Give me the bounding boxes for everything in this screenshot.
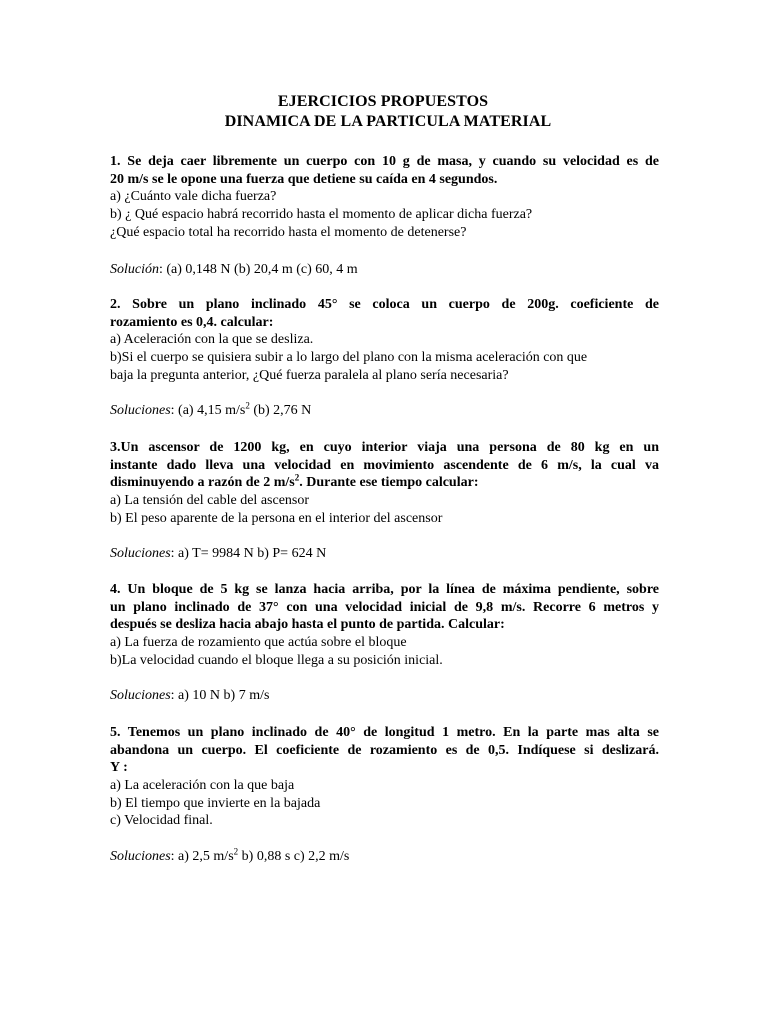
exercise-2-part-b: b)Si el cuerpo se quisiera subir a lo largo del plano con la misma aceleración con que: [110, 350, 588, 366]
exercise-2-question-line: 2. Sobre un plano inclinado 45° se coloca un cuerpo de 200g. coeficiente de: [110, 297, 659, 312]
exercise-1-part-a: a) ¿Cuánto vale dicha fuerza?: [110, 189, 277, 205]
solution-values: : a) 2,5 m/s: [170, 849, 234, 864]
exercise-4-question-line: un plano inclinado de 37° con una velocidad inicial de 9,8 m/s. Recorre 6 metros y: [110, 599, 659, 615]
solution-label: Soluciones: [110, 688, 171, 703]
exercise-4: [110, 581, 659, 669]
exercise-5-question-line: Y :: [110, 760, 128, 776]
exercise-1-question-line: 20 m/s se le opone una fuerza que detiene su caída en 4 segundos.: [110, 171, 498, 187]
solution-values: (b) 2,76 N: [249, 403, 312, 418]
exercise-1: [110, 153, 659, 241]
exercise-1-solution: [110, 261, 358, 278]
exercise-3-solution: [110, 545, 326, 562]
solution-values: b) 0,88 s c) 2,2 m/s: [238, 849, 350, 864]
superscript: 2: [233, 846, 239, 857]
exercise-3-part-a: a) La tensión del cable del ascensor: [110, 493, 310, 509]
solution-values: : a) T= 9984 N b) P= 624 N: [170, 546, 327, 561]
solution-label: Solución: [110, 262, 159, 277]
exercise-4-question-line: 4. Un bloque de 5 kg se lanza hacia arriba, por la línea de máxima pendiente, sobre: [110, 582, 659, 597]
exercise-5-part-c: c) Velocidad final.: [110, 813, 213, 829]
exercise-4-part-a: a) La fuerza de rozamiento que actúa sobre el bloque: [110, 635, 407, 651]
exercise-4-solution: [110, 687, 269, 704]
solution-values: : a) 10 N b) 7 m/s: [170, 688, 270, 703]
question-text: . Durante ese tiempo calcular:: [299, 475, 479, 491]
solution-values: : (a) 0,148 N (b) 20,4 m (c) 60, 4 m: [159, 262, 358, 277]
solution-label: Soluciones: [110, 849, 171, 864]
exercise-1-question-line: 1. Se deja caer libremente un cuerpo con 10 g de masa, y cuando su velocidad es de: [110, 154, 659, 169]
exercise-5-part-b: b) El tiempo que invierte en la bajada: [110, 795, 321, 811]
superscript: 2: [294, 472, 300, 483]
exercise-1-part-b: b) ¿ Qué espacio habrá recorrido hasta el momento de aplicar dicha fuerza?: [110, 207, 533, 223]
solution-label: Soluciones: [110, 403, 171, 418]
document-subtitle: DINAMICA DE LA PARTICULA MATERIAL: [224, 113, 552, 130]
exercise-5-solution: [110, 848, 349, 865]
exercise-2-part-b: baja la pregunta anterior, ¿Qué fuerza paralela al plano sería necesaria?: [110, 367, 509, 383]
exercise-3-question-line: instante dado lleva una velocidad en movimiento ascendente de 6 m/s, la cual va: [110, 457, 659, 473]
document-title: EJERCICIOS PROPUESTOS: [277, 93, 489, 110]
solution-label: Soluciones: [110, 546, 171, 561]
exercise-3-question-line: 3.Un ascensor de 1200 kg, en cuyo interior viaja una persona de 80 kg en un: [110, 440, 659, 455]
exercise-5: [110, 724, 659, 830]
exercise-2-question-line: rozamiento es 0,4. calcular:: [110, 314, 274, 330]
question-text: disminuyendo a razón de 2 m/s: [110, 475, 295, 491]
exercise-5-part-a: a) La aceleración con la que baja: [110, 778, 295, 794]
exercise-3-part-b: b) El peso aparente de la persona en el interior del ascensor: [110, 510, 443, 526]
exercise-3-question-line: [110, 474, 659, 492]
exercise-5-question-line: abandona un cuerpo. El coeficiente de rozamiento es de 0,5. Indíquese si deslizará.: [110, 742, 659, 758]
exercise-1-part-c: ¿Qué espacio total ha recorrido hasta el momento de detenerse?: [110, 224, 467, 240]
exercise-2-solution: [110, 402, 311, 419]
exercise-4-part-b: b)La velocidad cuando el bloque llega a su posición inicial.: [110, 652, 443, 668]
exercise-2: [110, 296, 659, 384]
solution-values: : (a) 4,15 m/s: [170, 403, 246, 418]
exercise-3: [110, 439, 659, 527]
exercise-2-part-a: a) Aceleración con la que se desliza.: [110, 332, 314, 348]
exercise-4-question-line: después se desliza hacia abajo hasta el punto de partida. Calcular:: [110, 617, 505, 633]
exercise-5-question-line: 5. Tenemos un plano inclinado de 40° de longitud 1 metro. En la parte mas alta se: [110, 725, 659, 740]
superscript: 2: [245, 400, 250, 411]
